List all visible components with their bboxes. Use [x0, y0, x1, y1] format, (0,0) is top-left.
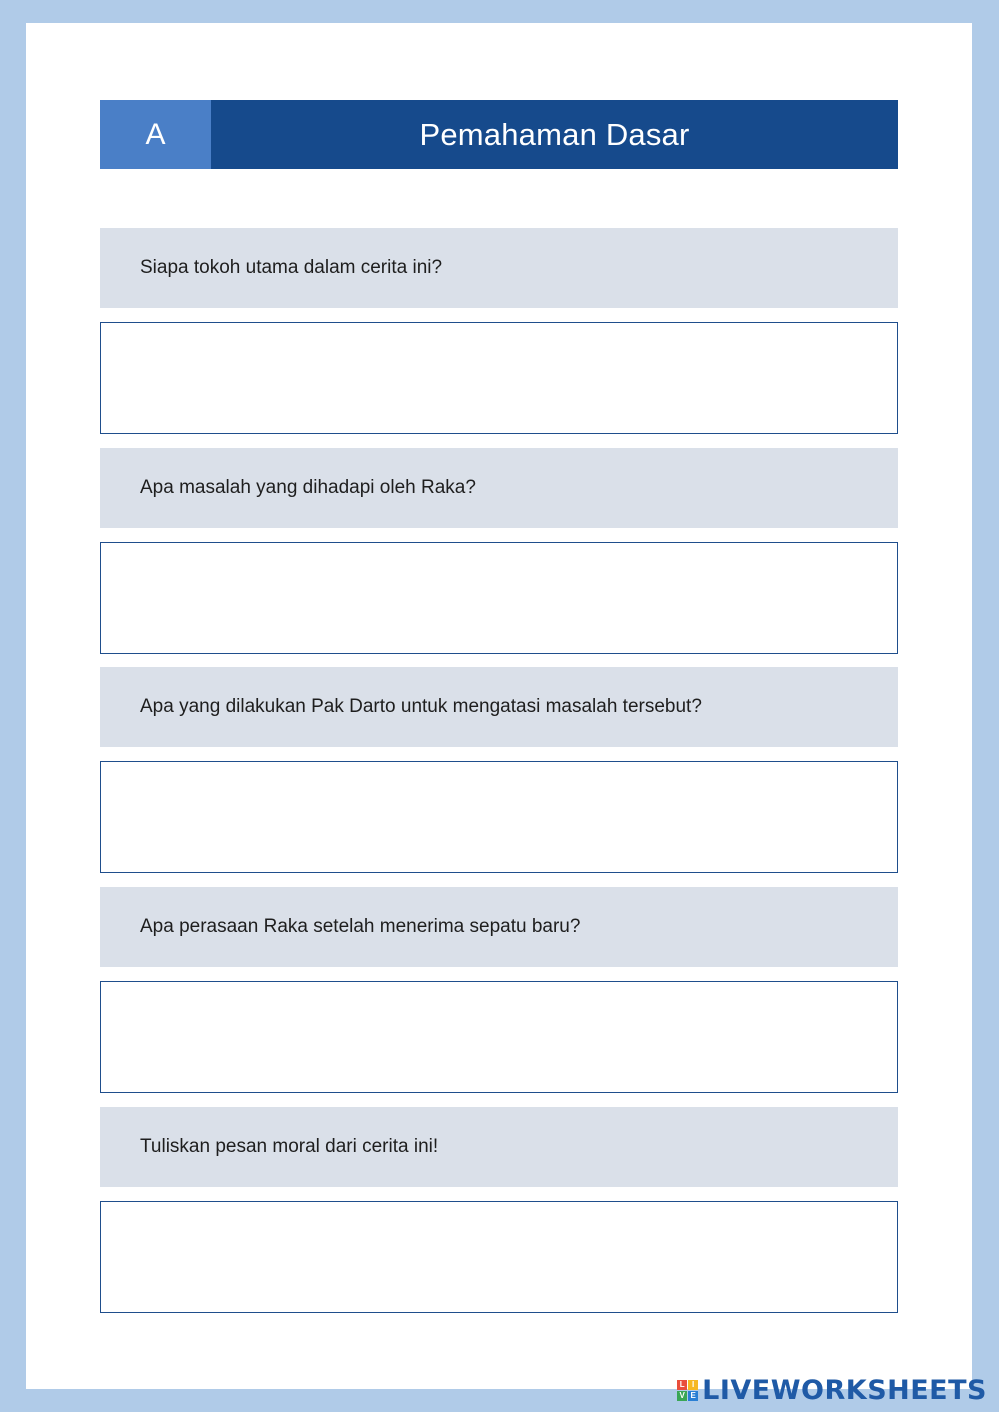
question-label: Siapa tokoh utama dalam cerita ini?	[100, 228, 898, 308]
answer-field-5[interactable]	[100, 1201, 898, 1313]
logo-mark-tile: V	[677, 1391, 687, 1401]
logo-mark-tile: L	[677, 1380, 687, 1390]
logo-mark-tile: E	[688, 1391, 698, 1401]
question-block-3	[100, 667, 898, 873]
answer-field-3[interactable]	[100, 761, 898, 873]
question-block-1	[100, 228, 898, 434]
logo-text: LIVEWORKSHEETS	[702, 1375, 987, 1406]
question-label: Apa yang dilakukan Pak Darto untuk mengatasi masalah tersebut?	[100, 667, 898, 747]
section-letter: A	[100, 100, 211, 169]
question-block-4	[100, 887, 898, 1093]
section-title: Pemahaman Dasar	[211, 100, 898, 169]
answer-field-1[interactable]	[100, 322, 898, 434]
question-label: Apa masalah yang dihadapi oleh Raka?	[100, 448, 898, 528]
answer-field-2[interactable]	[100, 542, 898, 654]
logo-mark-icon	[677, 1380, 698, 1401]
question-block-2	[100, 448, 898, 654]
question-label: Apa perasaan Raka setelah menerima sepatu baru?	[100, 887, 898, 967]
logo-mark-tile: I	[688, 1380, 698, 1390]
answer-field-4[interactable]	[100, 981, 898, 1093]
liveworksheets-logo	[677, 1375, 987, 1406]
question-block-5	[100, 1107, 898, 1313]
question-label: Tuliskan pesan moral dari cerita ini!	[100, 1107, 898, 1187]
section-header	[100, 100, 898, 169]
